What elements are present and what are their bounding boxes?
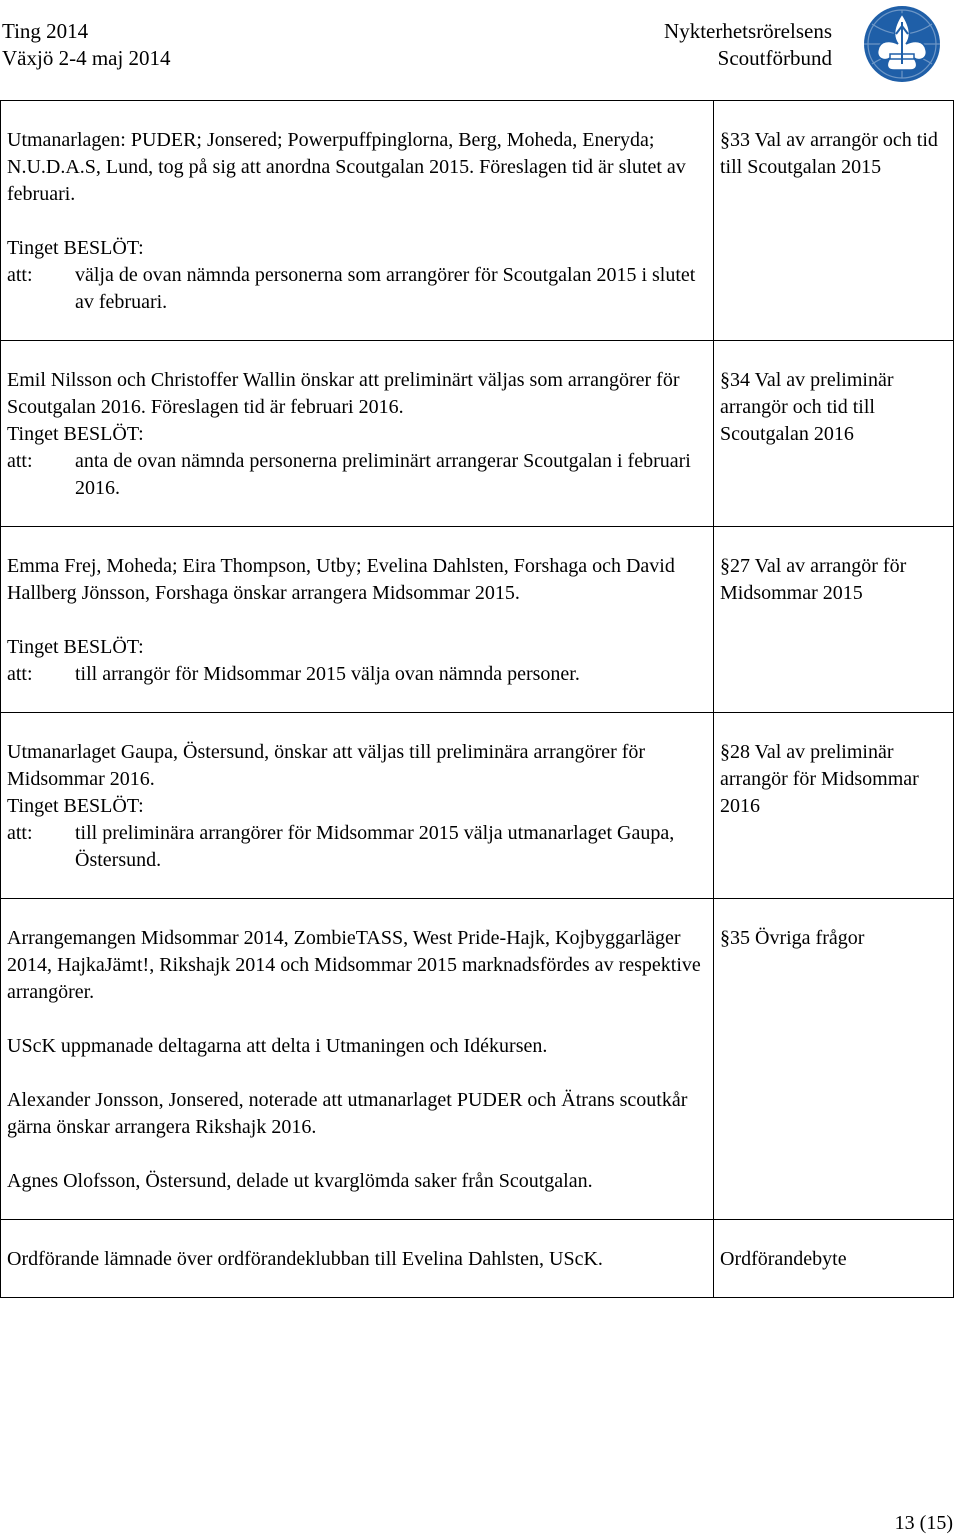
- item-heading: §35 Övriga frågor: [714, 899, 954, 1220]
- item-body: [1, 713, 714, 899]
- item-text: Emma Frej, Moheda; Eira Thompson, Utby; Evelina Dahlsten, Forshaga och David Hallberg Jönsson, Forshaga önskar arrangera Midsommar 2015.: [7, 555, 675, 604]
- decision-text: till preliminära arrangörer för Midsommar 2015 välja utmanarlaget Gaupa, Östersund.: [75, 822, 675, 871]
- decision-text: anta de ovan nämnda personerna preliminärt arrangerar Scoutgalan i februari 2016.: [75, 450, 691, 499]
- item-text: Utmanarlagen: PUDER; Jonsered; Powerpuffpinglorna, Berg, Moheda, Eneryda; N.U.D.A.S, Lund, tog på sig att anordna Scoutgalan 2015. Föreslagen tid är slutet av februari.: [7, 129, 686, 205]
- event-date-place: Växjö 2-4 maj 2014: [2, 46, 171, 70]
- decision: [7, 262, 707, 316]
- minutes-item-33: [1, 101, 954, 341]
- decision-att-label: att:: [7, 822, 33, 844]
- item-heading: §34 Val av preliminär arrangör och tid till Scoutgalan 2016: [714, 341, 954, 527]
- minutes-item-35: [1, 899, 954, 1220]
- decision-heading: Tinget BESLÖT:: [7, 237, 144, 259]
- item-heading: §28 Val av preliminär arrangör för Midsommar 2016: [714, 713, 954, 899]
- event-title: Ting 2014: [2, 19, 89, 43]
- item-heading: §27 Val av arrangör för Midsommar 2015: [714, 527, 954, 713]
- decision-att-label: att:: [7, 264, 33, 286]
- page-number: 13 (15): [894, 1512, 953, 1534]
- decision-att-label: att:: [7, 663, 33, 685]
- item-text: UScK uppmanade deltagarna att delta i Utmaningen och Idékursen.: [7, 1035, 548, 1057]
- item-body: [1, 1220, 714, 1298]
- organization-name-line2: Scoutförbund: [717, 46, 832, 70]
- item-body: [1, 527, 714, 713]
- decision-heading: Tinget BESLÖT:: [7, 423, 144, 445]
- item-text: Ordförande lämnade över ordförandeklubban till Evelina Dahlsten, UScK.: [7, 1248, 603, 1270]
- item-text: Utmanarlaget Gaupa, Östersund, önskar att väljas till preliminära arrangörer för Midsommar 2016.: [7, 741, 646, 790]
- organization-name-line1: Nykterhetsrörelsens: [664, 19, 832, 43]
- minutes-item-ordforandebyte: [1, 1220, 954, 1298]
- item-heading: §33 Val av arrangör och tid till Scoutgalan 2015: [714, 101, 954, 341]
- decision-att-label: att:: [7, 450, 33, 472]
- item-body: [1, 899, 714, 1220]
- event-info: [2, 18, 171, 72]
- decision: [7, 820, 707, 874]
- minutes-item-34: [1, 341, 954, 527]
- decision: [7, 448, 707, 502]
- organization-name: [664, 18, 832, 72]
- scout-fleur-de-lis-logo-icon: [850, 4, 954, 84]
- decision-heading: Tinget BESLÖT:: [7, 795, 144, 817]
- minutes-item-28: [1, 713, 954, 899]
- minutes-table: [0, 100, 954, 1298]
- minutes-item-27: [1, 527, 954, 713]
- item-text: Emil Nilsson och Christoffer Wallin önskar att preliminärt väljas som arrangörer för Scoutgalan 2016. Föreslagen tid är februari 2016.: [7, 369, 680, 418]
- decision: [7, 661, 707, 688]
- item-body: [1, 341, 714, 527]
- page-header: [0, 0, 960, 100]
- decision-text: välja de ovan nämnda personerna som arrangörer för Scoutgalan 2015 i slutet av februari.: [75, 264, 696, 313]
- item-text: Alexander Jonsson, Jonsered, noterade att utmanarlaget PUDER och Ätrans scoutkår gärna önskar arrangera Rikshajk 2016.: [7, 1089, 688, 1138]
- decision-text: till arrangör för Midsommar 2015 välja ovan nämnda personer.: [75, 663, 580, 685]
- item-text: Agnes Olofsson, Östersund, delade ut kvarglömda saker från Scoutgalan.: [7, 1170, 593, 1192]
- item-heading: Ordförandebyte: [714, 1220, 954, 1298]
- decision-heading: Tinget BESLÖT:: [7, 636, 144, 658]
- item-text: Arrangemangen Midsommar 2014, ZombieTASS, West Pride-Hajk, Kojbyggarläger 2014, HajkaJämt!, Rikshajk 2014 och Midsommar 2015 marknadsfördes av respektive arrangörer.: [7, 927, 701, 1003]
- item-body: [1, 101, 714, 341]
